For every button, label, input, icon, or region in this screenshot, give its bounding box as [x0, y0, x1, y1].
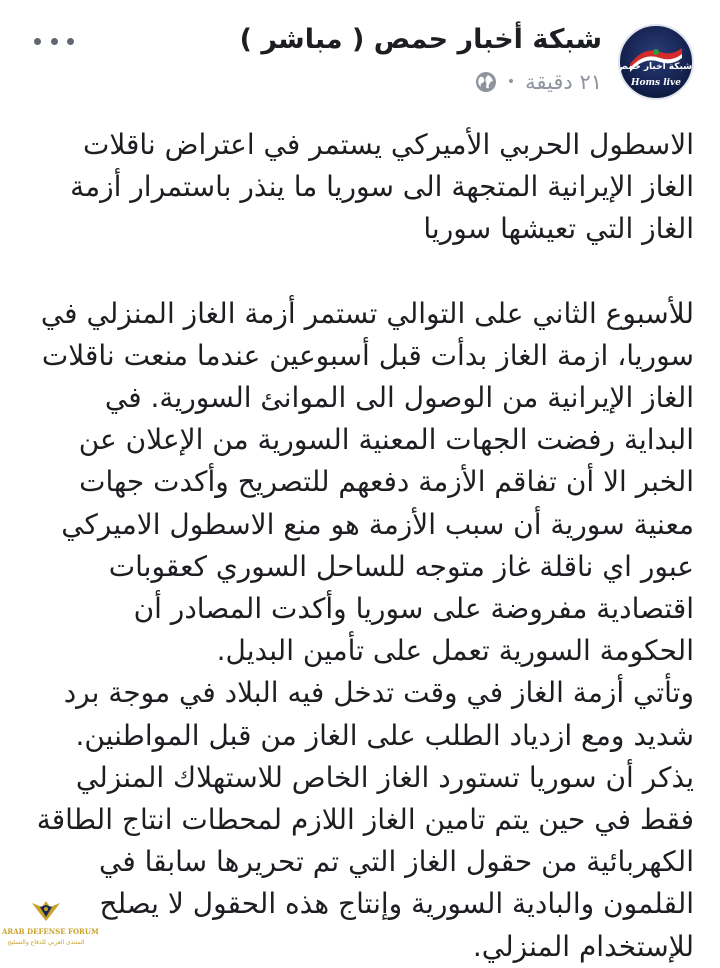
eagle-badge-icon — [30, 893, 62, 925]
watermark — [2, 893, 99, 955]
avatar-subtitle: Homs live — [630, 78, 682, 88]
watermark-subtitle: المنتدى العربي للدفاع والتسليح — [7, 939, 85, 946]
more-options-icon[interactable] — [34, 26, 74, 56]
post-paragraph-2: وتأتي أزمة الغاز في وقت تدخل فيه البلاد في موجة برد شديد ومع ازدياد الطلب على الغاز من قبل المواطنين. — [63, 676, 694, 752]
post-meta — [475, 70, 602, 94]
post-timestamp[interactable]: ٢١ دقيقة — [525, 70, 602, 94]
globe-icon[interactable] — [475, 71, 497, 93]
blank-line — [34, 251, 694, 293]
more-dot — [34, 38, 41, 45]
meta-separator: • — [506, 74, 516, 90]
post-headline: الاسطول الحربي الأميركي يستمر في اعتراض ناقلات الغاز الإيرانية المتجهة الى سوريا ما ينذر باستمرار أزمة الغاز التي تعيشها سوريا — [70, 128, 694, 246]
page-name-link[interactable]: شبكة أخبار حمص ( مباشر ) — [239, 24, 602, 55]
avatar-title: شبكة أخبار حمص مباشر — [585, 62, 692, 72]
post-text — [34, 124, 694, 968]
watermark-title: ARAB DEFENSE FORUM — [2, 927, 99, 936]
more-dot — [67, 38, 74, 45]
page-avatar[interactable] — [585, 24, 694, 100]
post-paragraph-3: يذكر أن سوريا تستورد الغاز الخاص للاستهلاك المنزلي فقط في حين يتم تامين الغاز اللازم لمحطات انتاج الطاقة الكهربائية من حقول الغاز التي تم تحريرها سابقا في القلمون والبادية السورية وإنتاج هذه الحقول لا يصلح للإستخدام المنزلي. — [36, 760, 694, 963]
post-header — [0, 0, 720, 110]
post-paragraph-1: للأسبوع الثاني على التوالي تستمر أزمة الغاز المنزلي في سوريا، ازمة الغاز بدأت قبل أسبوعين عندما منعت ناقلات الغاز الإيرانية من الوصول الى الموانئ السورية. في البداية رفضت الجهات المعنية السورية من الإعلان عن الخبر الا أن تفاقم الأزمة دفعهم للتصريح وأكدت جهات معنية سورية أن سبب الأزمة هو منع الاسطول الاميركي عبور اي ناقلة غاز متوجه للساحل السوري كعقوبات اقتصادية مفروضة على سوريا وأكدت المصادر أن الحكومة السورية تعمل على تأمين البديل. — [40, 296, 694, 668]
more-dot — [51, 38, 58, 45]
